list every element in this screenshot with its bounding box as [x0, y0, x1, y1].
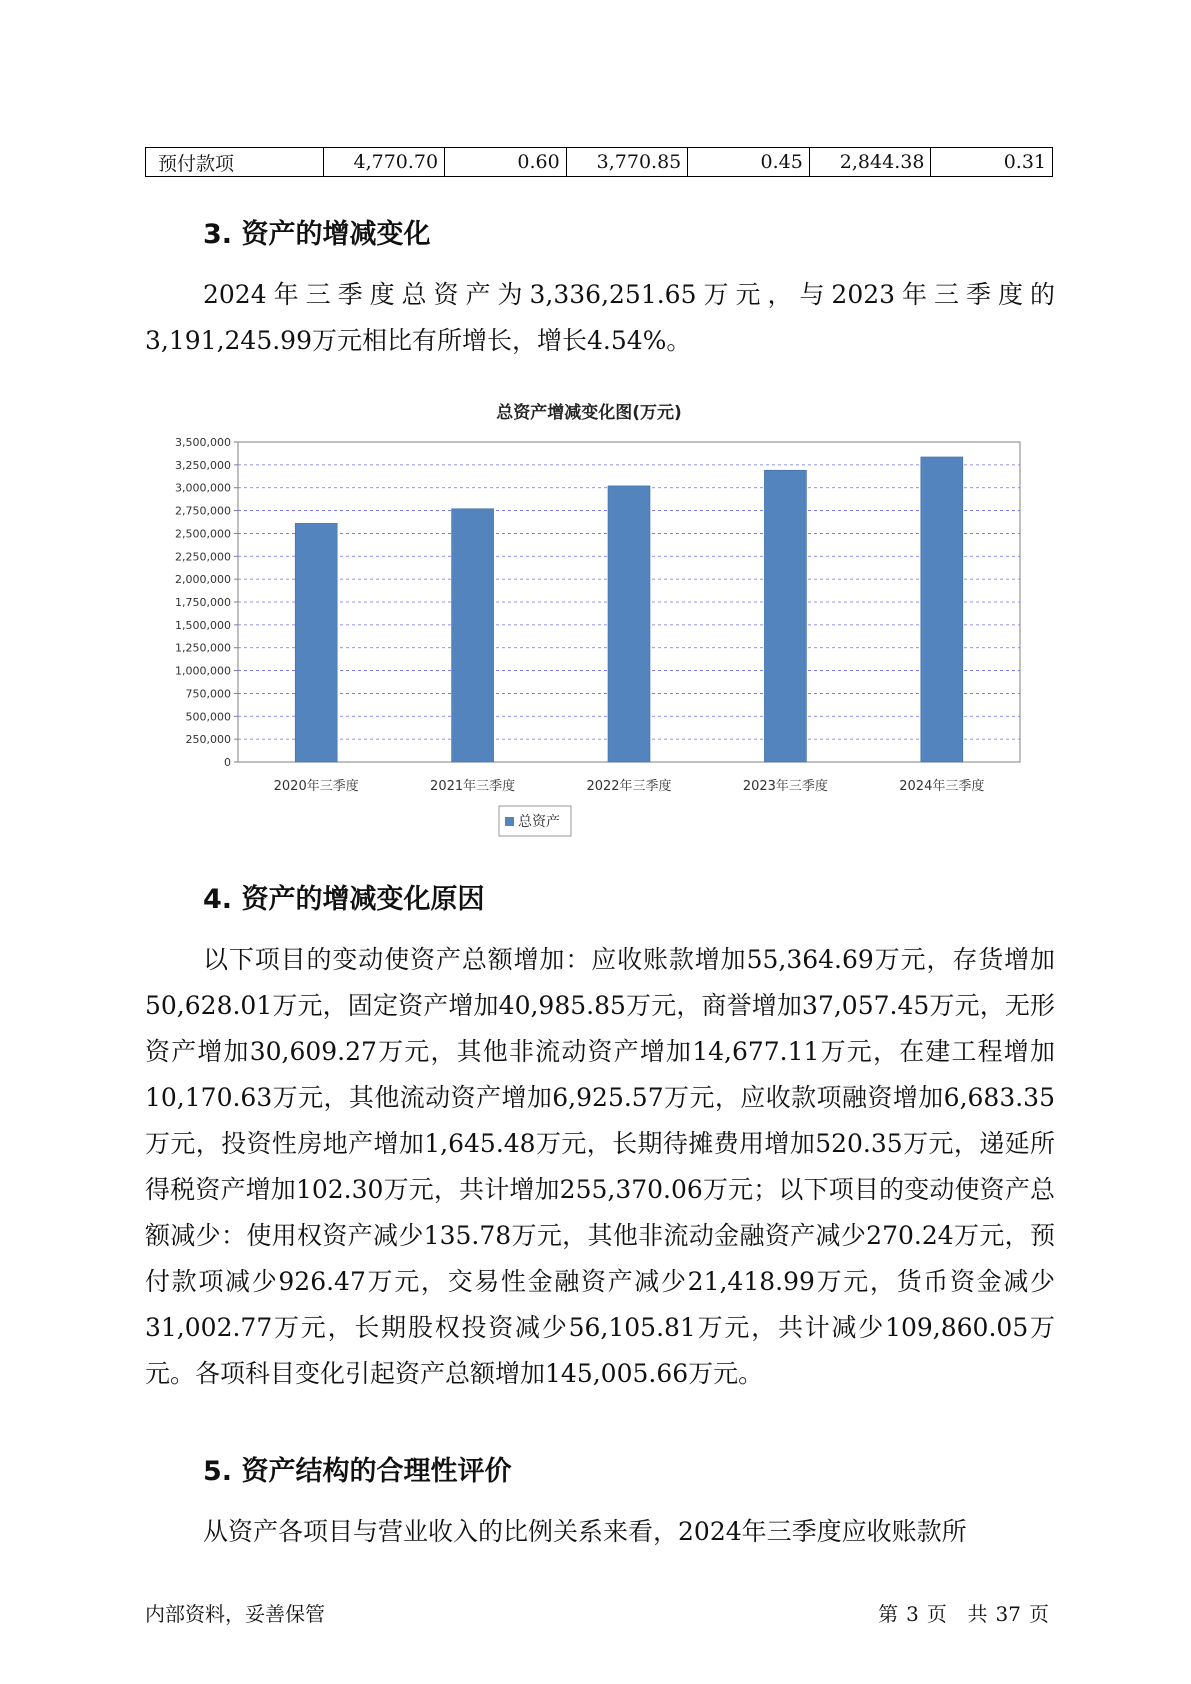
- chart-svg: [160, 392, 1040, 842]
- footer-confidential-note: 内部资料，妥善保管: [145, 1602, 325, 1626]
- total-pages: 37: [995, 1602, 1021, 1626]
- y-tick-label: 1,250,000: [175, 641, 231, 655]
- table-row: [146, 148, 1053, 177]
- table-cell: 4,770.70: [323, 148, 445, 177]
- y-tick-label: 1,750,000: [175, 596, 231, 609]
- legend-label: 总资产: [518, 814, 560, 830]
- bar: [452, 509, 494, 762]
- y-tick-label: 2,000,000: [175, 573, 231, 587]
- y-tick-label: 500,000: [185, 710, 231, 724]
- y-tick-label: 750,000: [185, 687, 231, 701]
- section-4-paragraph: 以下项目的变动使资产总额增加：应收账款增加55,364.69万元，存货增加50,628.01万元，固定资产增加40,985.85万元，商誉增加37,057.45万元，无形资产增加30,609.27万元，其他非流动资产增加14,677.11万元，在建工程增加10,170.63万元，其他流动资产增加6,925.57万元，应收款项融资增加6,683.35万元，投资性房地产增加1,645.48万元，长期待摊费用增加520.35万元，递延所得税资产增加102.30万元，共计增加255,370.06万元；以下项目的变动使资产总额减少：使用权资产减少135.78万元，其他非流动金融资产减少270.24万元，预付款项减少926.47万元，交易性金融资产减少21,418.99万元，货币资金减少31,002.77万元，长期股权投资减少56,105.81万元，共计减少109,860.05万元。各项科目变化引起资产总额增加145,005.66万元。: [145, 945, 1055, 1388]
- bar: [921, 457, 963, 762]
- section-4-heading: 4. 资产的增减变化原因: [203, 884, 485, 915]
- x-tick-label: 2023年三季度: [742, 779, 828, 794]
- table-cell: 0.60: [445, 148, 567, 177]
- page-unit: 页: [926, 1602, 947, 1626]
- page-prefix: 第: [878, 1602, 899, 1626]
- y-tick-label: 250,000: [185, 733, 231, 747]
- y-tick-label: 3,000,000: [175, 481, 231, 495]
- y-tick-label: 2,750,000: [175, 504, 231, 518]
- y-tick-label: 0: [224, 756, 231, 769]
- y-tick-label: 1,000,000: [175, 664, 231, 678]
- table-cell: 0.31: [931, 148, 1053, 177]
- total-assets-chart: [160, 392, 1040, 842]
- section-3-paragraph: 2024年三季度总资产为3,336,251.65万元，与2023年三季度的3,191,245.99万元相比有所增长，增长4.54%。: [145, 280, 1055, 355]
- x-tick-label: 2020年三季度: [273, 779, 359, 794]
- page-number: 3: [906, 1602, 919, 1626]
- table-cell: 2,844.38: [809, 148, 931, 177]
- x-tick-label: 2022年三季度: [586, 779, 672, 794]
- section-5-paragraph: 从资产各项目与营业收入的比例关系来看，2024年三季度应收账款所: [203, 1517, 967, 1546]
- bar: [295, 523, 337, 762]
- bar: [764, 470, 806, 762]
- y-tick-label: 3,250,000: [175, 458, 231, 472]
- y-tick-label: 2,250,000: [175, 550, 231, 564]
- row-label: 预付款项: [146, 148, 324, 177]
- section-5-heading: 5. 资产结构的合理性评价: [203, 1456, 512, 1487]
- total-unit: 页: [1029, 1602, 1049, 1626]
- y-tick-label: 3,500,000: [175, 436, 231, 449]
- x-tick-label: 2024年三季度: [899, 779, 985, 794]
- section-3-heading: 3. 资产的增减变化: [203, 219, 431, 250]
- table-cell: 3,770.85: [566, 148, 688, 177]
- y-tick-label: 2,500,000: [175, 527, 231, 541]
- bar: [608, 486, 650, 762]
- chart-title: 总资产增减变化图(万元): [496, 403, 682, 423]
- footer-page-info: [874, 1598, 1053, 1627]
- legend-swatch: [505, 817, 514, 826]
- y-tick-label: 1,500,000: [175, 618, 231, 632]
- table-cell: 0.45: [688, 148, 810, 177]
- asset-table: [145, 147, 1053, 177]
- total-prefix: 共: [967, 1602, 988, 1626]
- x-tick-label: 2021年三季度: [430, 779, 516, 794]
